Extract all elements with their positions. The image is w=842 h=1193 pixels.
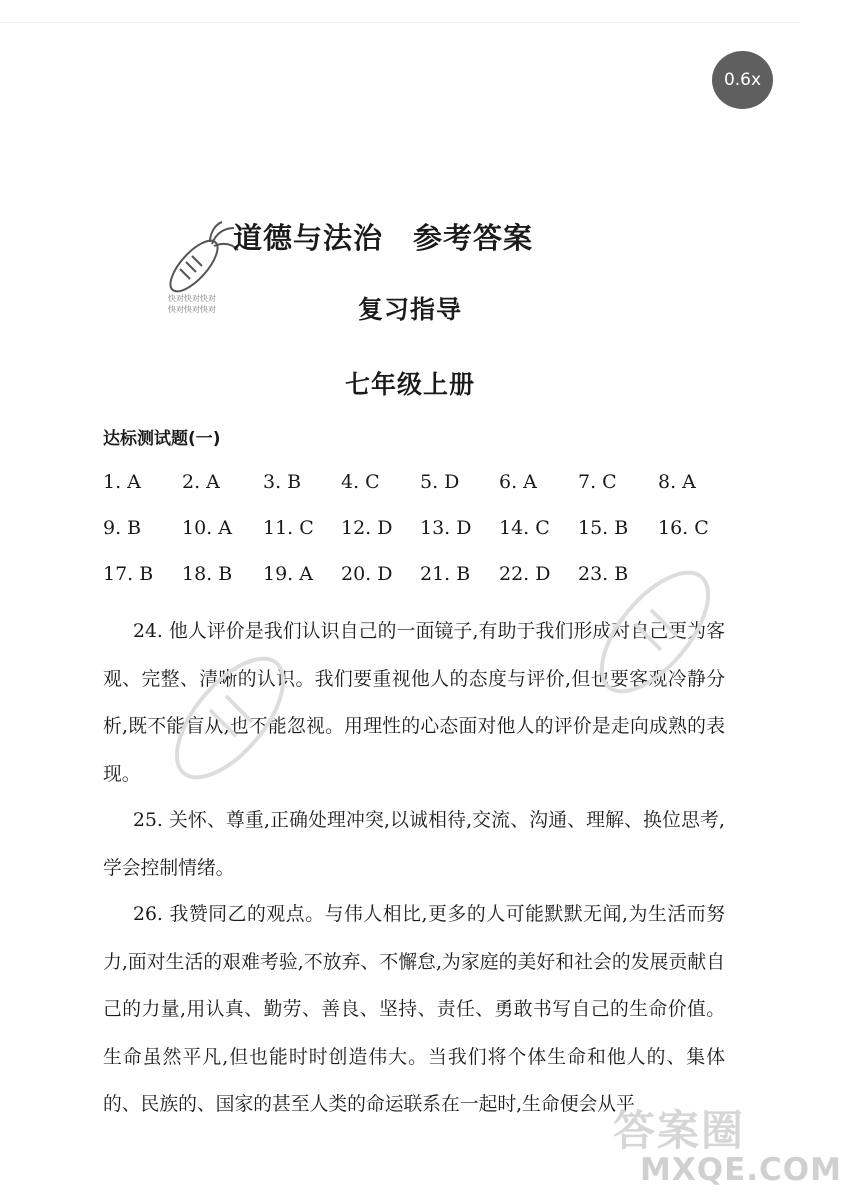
answer-item: 22. D xyxy=(499,563,551,585)
zoom-level-badge[interactable]: 0.6x xyxy=(712,51,773,109)
answer-item: 20. D xyxy=(341,563,393,585)
carrot-logo-icon xyxy=(160,222,240,300)
answer-item: 21. B xyxy=(420,563,471,585)
answer-item: 17. B xyxy=(103,563,154,585)
answer-item: 2. A xyxy=(182,471,220,493)
answer-item: 5. D xyxy=(420,471,460,493)
answer-paragraph-25: 25. 关怀、尊重,正确处理冲突,以诚相待,交流、沟通、理解、换位思考,学会控制情绪。 xyxy=(103,810,725,879)
answer-item: 7. C xyxy=(578,471,617,493)
answer-paragraph-24: 24. 他人评价是我们认识自己的一面镜子,有助于我们形成对自己更为客观、完整、清晰的认识。我们要重视他人的态度与评价,但也要客观冷静分析,既不能盲从,也不能忽视。用理性的心态面对他人的评价是走向成熟的表现。 xyxy=(103,621,725,785)
answer-row xyxy=(103,469,743,515)
answer-paragraph-26: 26. 我赞同乙的观点。与伟人相比,更多的人可能默默无闻,为生活而努力,面对生活的艰难考验,不放弃、不懈怠,为家庭的美好和社会的发展贡献自己的力量,用认真、勤劳、善良、坚持、责任、勇敢书写自己的生命价值。生命虽然平凡,但也能时时创造伟大。当我们将个体生命和他人的、集体的、民族的、国家的甚至人类的命运联系在一起时,生命便会从平 xyxy=(103,904,725,1115)
logo-caption-line-2: 快对快对快对 xyxy=(168,305,216,314)
answer-item: 3. B xyxy=(263,471,302,493)
page-title: 道德与法治 参考答案 xyxy=(233,221,534,255)
answer-grid xyxy=(103,469,743,607)
answer-item: 23. B xyxy=(578,563,629,585)
answer-row xyxy=(103,515,743,561)
answer-item: 10. A xyxy=(182,517,232,539)
answer-row xyxy=(103,561,743,607)
answer-item: 14. C xyxy=(499,517,550,539)
answer-item: 1. A xyxy=(103,471,141,493)
answer-item: 18. B xyxy=(182,563,233,585)
logo-caption-line-1: 快对快对快对 xyxy=(168,294,216,303)
answer-item: 16. C xyxy=(658,517,709,539)
page-subtitle: 复习指导 xyxy=(357,295,462,324)
brand-watermark: 答案圈 xyxy=(613,1106,746,1155)
top-divider xyxy=(0,22,800,23)
answer-item: 8. A xyxy=(658,471,696,493)
answer-item: 9. B xyxy=(103,517,142,539)
answer-item: 12. D xyxy=(341,517,393,539)
section-heading: 达标测试题(一) xyxy=(103,429,221,449)
site-watermark: MXQE.COM xyxy=(640,1152,842,1188)
answer-item: 19. A xyxy=(263,563,313,585)
answer-item: 15. B xyxy=(578,517,629,539)
answer-item: 13. D xyxy=(420,517,472,539)
answer-item: 6. A xyxy=(499,471,537,493)
grade-heading: 七年级上册 xyxy=(344,370,475,399)
answer-item: 11. C xyxy=(263,517,314,539)
answer-item: 4. C xyxy=(341,471,380,493)
